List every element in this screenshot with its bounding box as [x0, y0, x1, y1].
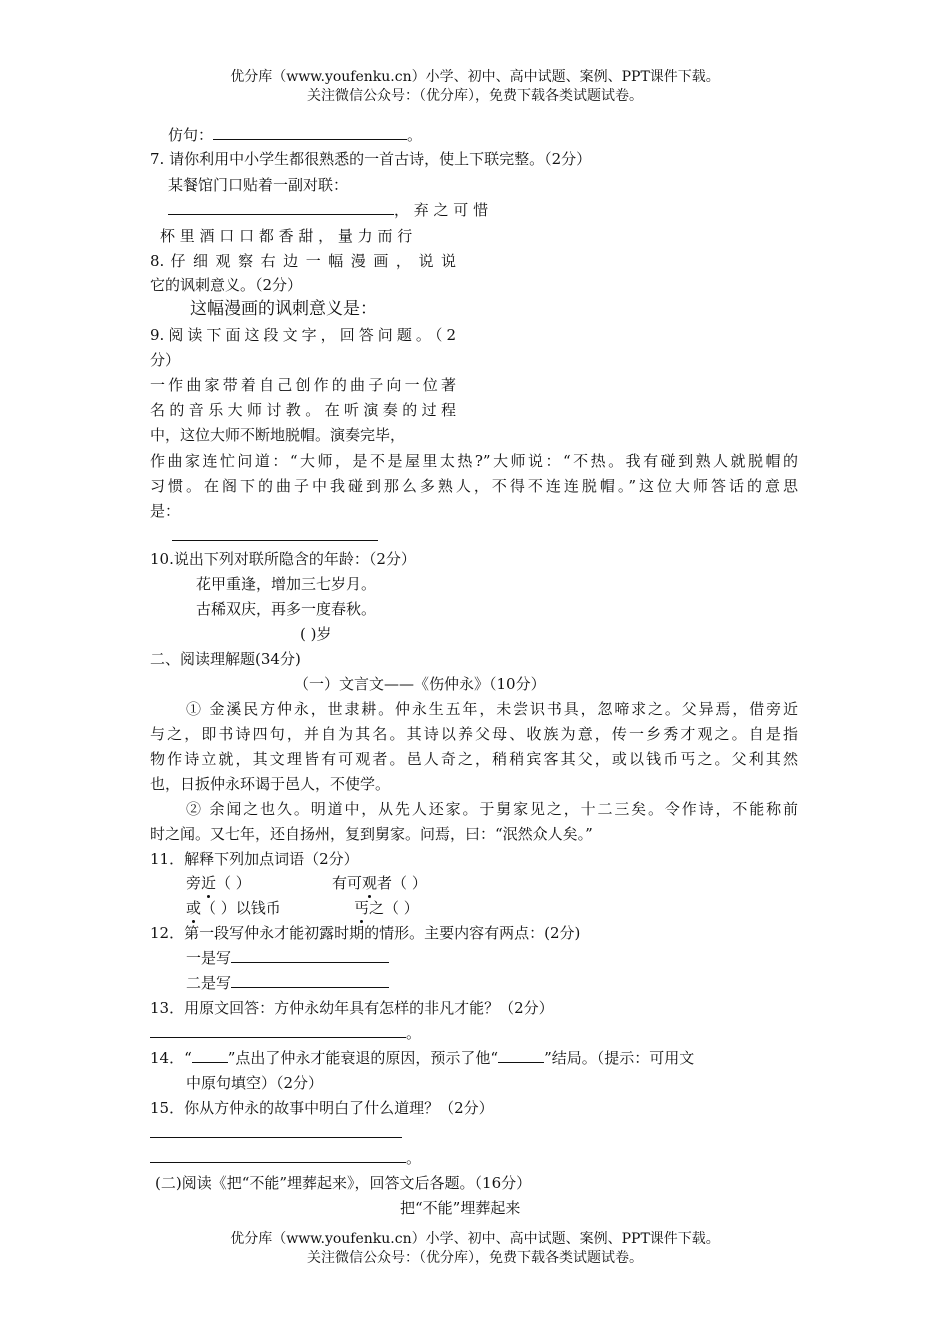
part1-title: （一）文言文——《伤仲永》（10分）	[294, 675, 546, 693]
footer-line-2: 关注微信公众号：（优分库），免费下载各类试题试卷。	[307, 1250, 643, 1266]
q11-word-2	[332, 872, 427, 894]
q11-w4-blank[interactable]: （ ）	[384, 899, 419, 917]
passage-p1-line-1: ① 金溪民方仲永，世隶耕。仲永生五年，未尝识书具，忽啼求之。父异焉，借旁近	[186, 700, 798, 718]
q7-upper-couplet	[168, 199, 488, 221]
q8-line-1: 8. 仔 细 观 察 右 边 一 幅 漫 画 ， 说 说	[150, 252, 456, 270]
q15-answer-line-2	[150, 1147, 421, 1169]
q13-title: 13．用原文回答：方仲永幼年具有怎样的非凡才能？（2分）	[150, 999, 554, 1017]
q6-line	[168, 124, 422, 146]
q6-label: 仿句：	[168, 126, 214, 144]
q11-w1-dotted-char: 近	[201, 874, 217, 892]
q15-answer-blank-2[interactable]	[150, 1147, 406, 1163]
q13-end: 。	[406, 1024, 422, 1042]
q11-w2-dotted-char: 观	[362, 874, 378, 892]
q9-line-5: 中，这位大师不断地脱帽。演奏完毕，	[150, 426, 406, 444]
q13-answer-blank[interactable]	[150, 1022, 406, 1038]
q12-point-2-blank[interactable]	[231, 972, 389, 988]
q14-text-a: 14．“	[150, 1049, 192, 1067]
q11-w2-chars: 有可	[332, 874, 363, 892]
q7-title: 7. 请你利用中小学生都很熟悉的一首古诗，使上下联完整。（2分）	[150, 150, 592, 168]
q7-lower-couplet: 杯 里 酒 口 口 都 香 甜 ， 量 力 而 行	[160, 227, 413, 245]
header-line-1: 优分库（www.youfenku.cn）小学、初中、高中试题、案例、PPT课件下载。	[230, 69, 720, 85]
q7-upper-tail: ， 弃 之 可 惜	[394, 201, 489, 219]
q11-title: 11．解释下列加点词语（2分）	[150, 850, 359, 868]
q11-w1-char: 旁	[186, 874, 202, 892]
q14-text-c: ”结局。（提示：可用文	[544, 1049, 695, 1067]
q7-upper-blank[interactable]	[168, 199, 394, 215]
q14-line-1	[150, 1047, 694, 1069]
q11-w4-char: 之	[369, 899, 385, 917]
q11-w2-char: 者	[377, 874, 393, 892]
q12-title: 12．第一段写仲永才能初露时期的情形。主要内容有两点：(2分)	[150, 924, 581, 942]
part2-subtitle: 把“不能”埋葬起来	[400, 1199, 521, 1217]
q13-answer-line	[150, 1022, 421, 1044]
q7-intro: 某餐馆门口贴着一副对联：	[168, 176, 349, 194]
q9-line-7: 习惯。在阁下的曲子中我碰到那么多熟人，不得不连连脱帽。”这位大师答话的意思	[150, 477, 798, 495]
q9-line-1: 9.阅读下面这段文字，回答问题。（2	[150, 326, 456, 344]
q6-answer-blank[interactable]	[213, 124, 407, 140]
q10-answer: ( )岁	[300, 625, 332, 643]
q12-point-2	[186, 972, 389, 994]
passage-p1-line-4: 也，日扳仲永环谒于邑人，不使学。	[150, 775, 391, 793]
q12-point-1-label: 一是写	[186, 949, 232, 967]
q14-blank-1[interactable]	[192, 1047, 228, 1063]
q12-point-1	[186, 947, 389, 969]
q15-answer-blank-1[interactable]	[150, 1137, 402, 1138]
q12-point-2-label: 二是写	[186, 974, 232, 992]
q14-blank-2[interactable]	[498, 1047, 544, 1063]
header-line-2: 关注微信公众号：（优分库），免费下载各类试题试卷。	[307, 88, 643, 104]
q11-w2-blank[interactable]: （ ）	[392, 874, 427, 892]
q15-title: 15．你从方仲永的故事中明白了什么道理？（2分）	[150, 1099, 494, 1117]
q8-line-2: 它的讽刺意义。（2分）	[150, 276, 303, 294]
q11-word-3	[186, 897, 281, 919]
part2-title: (二)阅读《把“不能”埋葬起来》，回答文后各题。（16分）	[155, 1174, 532, 1192]
q11-w1-blank[interactable]: （ ）	[216, 874, 251, 892]
q9-answer-blank[interactable]	[172, 540, 378, 541]
q11-word-4	[354, 897, 419, 919]
q11-w3-blank[interactable]: （ ）以钱币	[201, 899, 281, 917]
q9-line-2: 分）	[150, 351, 181, 369]
q10-title: 10.说出下列对联所隐含的年龄：（2分）	[150, 550, 416, 568]
passage-p1-line-3: 物作诗立就，其文理皆有可观者。邑人奇之，稍稍宾客其父，或以钱币丐之。父利其然	[150, 750, 798, 768]
q10-line-1: 花甲重逢，增加三七岁月。	[196, 575, 377, 593]
q6-end: 。	[407, 126, 423, 144]
q9-line-6: 作曲家连忙问道：“大师，是不是屋里太热?”大师说：“不热。我有碰到熟人就脱帽的	[150, 452, 798, 470]
q11-w3-dotted-char: 或	[186, 899, 202, 917]
q10-line-2: 古稀双庆，再多一度春秋。	[196, 600, 377, 618]
q11-word-1	[186, 872, 251, 894]
q8-answer-label: 这幅漫画的讽刺意义是：	[190, 299, 377, 319]
passage-p2-line-2: 时之闻。又七年，还自扬州，复到舅家。问焉，曰：“泯然众人矣。”	[150, 825, 593, 843]
q9-line-4: 名的音乐大师讨教。在听演奏的过程	[150, 401, 456, 419]
q14-text-b: ”点出了仲永才能衰退的原因，预示了他“	[227, 1049, 499, 1067]
q11-w4-dotted-char: 丐	[354, 899, 370, 917]
section2-title: 二、阅读理解题(34分)	[150, 650, 301, 668]
q9-line-8: 是：	[150, 502, 181, 520]
q12-point-1-blank[interactable]	[231, 947, 389, 963]
q15-end: 。	[406, 1149, 422, 1167]
passage-p2-line-1: ② 余闻之也久。明道中，从先人还家。于舅家见之，十二三矣。令作诗，不能称前	[186, 800, 798, 818]
footer-line-1: 优分库（www.youfenku.cn）小学、初中、高中试题、案例、PPT课件下载。	[230, 1231, 720, 1247]
passage-p1-line-2: 与之，即书诗四句，并自为其名。其诗以养父母、收族为意，传一乡秀才观之。自是指	[150, 725, 798, 743]
q9-line-3: 一作曲家带着自己创作的曲子向一位著	[150, 376, 456, 394]
q14-line-2: 中原句填空）（2分）	[186, 1074, 324, 1092]
